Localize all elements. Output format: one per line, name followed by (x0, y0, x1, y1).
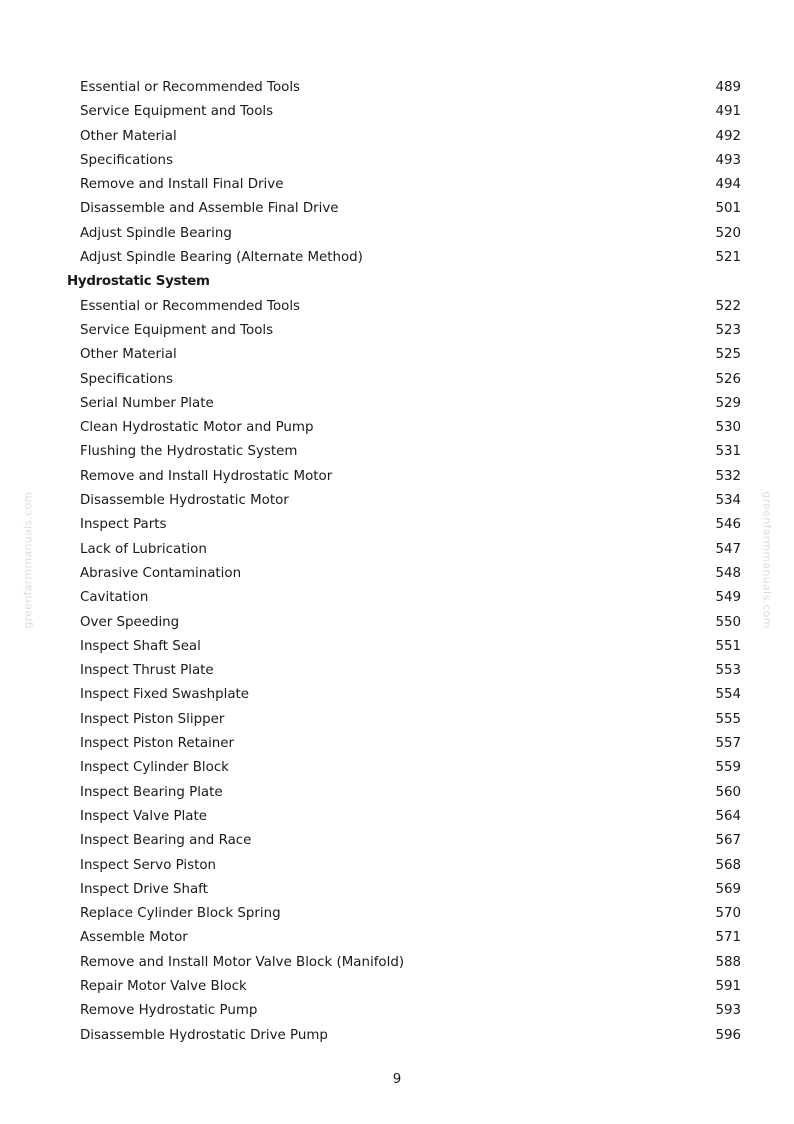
toc-entry[interactable] (0, 562, 794, 586)
page-number: 9 (392, 1072, 402, 1087)
toc-entry[interactable] (0, 683, 794, 707)
entry-title: Remove and Install Hydrostatic Motor (80, 468, 333, 484)
entry-title: Lack of Lubrication (80, 541, 207, 557)
entry-title: Remove and Install Motor Valve Block (Manifold) (80, 954, 405, 970)
entry-page-number: 548 (715, 565, 741, 581)
entry-page-number: 491 (715, 104, 741, 120)
entry-page-number: 521 (715, 250, 741, 266)
watermark-right: greenfarmmanuals.com (760, 491, 774, 629)
toc-entry[interactable] (0, 829, 794, 853)
entry-title: Over Speeding (80, 614, 180, 630)
entry-title: Inspect Thrust Plate (80, 663, 214, 679)
toc-entry[interactable] (0, 926, 794, 950)
entry-title: Inspect Bearing Plate (80, 784, 223, 800)
toc-entry[interactable] (0, 76, 794, 100)
entry-page-number: 492 (715, 128, 741, 144)
toc-entry[interactable] (0, 708, 794, 732)
entry-page-number: 551 (715, 638, 741, 654)
entry-title: Serial Number Plate (80, 395, 214, 411)
entry-title: Disassemble Hydrostatic Drive Pump (80, 1027, 328, 1043)
entry-page-number: 529 (715, 395, 741, 411)
entry-title: Essential or Recommended Tools (80, 298, 301, 314)
watermark-left: greenfarmmanuals.com (21, 491, 35, 629)
toc-entry[interactable] (0, 465, 794, 489)
toc-entry[interactable] (0, 732, 794, 756)
toc-entry[interactable] (0, 319, 794, 343)
entry-title: Essential or Recommended Tools (80, 80, 301, 95)
toc-entry[interactable] (0, 343, 794, 367)
entry-page-number: 520 (715, 225, 741, 241)
entry-title: Remove Hydrostatic Pump (80, 1003, 258, 1019)
entry-title: Abrasive Contamination (80, 565, 242, 581)
entry-page-number: 546 (715, 517, 741, 533)
entry-page-number: 571 (715, 930, 741, 946)
entry-page-number: 591 (715, 978, 741, 994)
toc-entry[interactable] (0, 635, 794, 659)
toc-entry[interactable] (0, 416, 794, 440)
toc-section-heading (0, 270, 794, 294)
entry-page-number: 555 (715, 711, 741, 727)
section-title: Hydrostatic System (67, 274, 210, 290)
entry-page-number: 531 (715, 444, 741, 460)
entry-title: Other Material (80, 128, 177, 144)
toc-entry[interactable] (0, 611, 794, 635)
entry-page-number: 494 (715, 177, 741, 193)
entry-title: Cavitation (80, 590, 149, 606)
entry-page-number: 593 (715, 1003, 741, 1019)
entry-title: Replace Cylinder Block Spring (80, 906, 281, 922)
toc-entry[interactable] (0, 125, 794, 149)
toc-entry[interactable] (0, 173, 794, 197)
entry-page-number: 588 (715, 954, 741, 970)
entry-page-number: 557 (715, 736, 741, 752)
entry-title: Inspect Piston Retainer (80, 736, 235, 752)
toc-entry[interactable] (0, 781, 794, 805)
entry-page-number: 549 (715, 590, 741, 606)
entry-page-number: 534 (715, 493, 741, 509)
entry-title: Other Material (80, 347, 177, 363)
toc-entry[interactable] (0, 392, 794, 416)
entry-title: Assemble Motor (80, 930, 188, 946)
entry-page-number: 553 (715, 663, 741, 679)
toc-entry[interactable] (0, 489, 794, 513)
entry-title: Specifications (80, 152, 173, 168)
toc-entry[interactable] (0, 222, 794, 246)
entry-page-number: 570 (715, 906, 741, 922)
entry-page-number: 532 (715, 468, 741, 484)
toc-entry[interactable] (0, 975, 794, 999)
entry-page-number: 522 (715, 298, 741, 314)
entry-title: Clean Hydrostatic Motor and Pump (80, 420, 314, 436)
entry-title: Inspect Piston Slipper (80, 711, 225, 727)
entry-title: Disassemble Hydrostatic Motor (80, 493, 289, 509)
entry-page-number: 525 (715, 347, 741, 363)
entry-title: Inspect Fixed Swashplate (80, 687, 250, 703)
entry-title: Flushing the Hydrostatic System (80, 444, 298, 460)
toc-entry[interactable] (0, 513, 794, 537)
entry-title: Inspect Parts (80, 517, 167, 533)
entry-page-number: 568 (715, 857, 741, 873)
entry-page-number: 501 (715, 201, 741, 217)
toc-entry[interactable] (0, 878, 794, 902)
entry-page-number: 569 (715, 881, 741, 897)
entry-title: Inspect Cylinder Block (80, 760, 229, 776)
toc-entry[interactable] (0, 197, 794, 221)
entry-title: Disassemble and Assemble Final Drive (80, 201, 339, 217)
entry-page-number: 526 (715, 371, 741, 387)
entry-page-number: 554 (715, 687, 741, 703)
toc-entry[interactable] (0, 951, 794, 975)
toc-entry[interactable] (0, 756, 794, 780)
entry-page-number: 550 (715, 614, 741, 630)
entry-page-number: 567 (715, 833, 741, 849)
toc-entry[interactable] (0, 1024, 794, 1048)
entry-page-number: 523 (715, 322, 741, 338)
entry-page-number: 596 (715, 1027, 741, 1043)
entry-page-number: 493 (715, 152, 741, 168)
entry-title: Service Equipment and Tools (80, 322, 274, 338)
toc-entry[interactable] (0, 368, 794, 392)
toc-entry[interactable] (0, 659, 794, 683)
entry-title: Specifications (80, 371, 173, 387)
toc-entry[interactable] (0, 149, 794, 173)
entry-title: Inspect Shaft Seal (80, 638, 201, 654)
entry-title: Inspect Bearing and Race (80, 833, 252, 849)
toc-entry[interactable] (0, 854, 794, 878)
entry-page-number: 560 (715, 784, 741, 800)
entry-page-number: 530 (715, 420, 741, 436)
entry-title: Inspect Drive Shaft (80, 881, 208, 897)
toc-entry[interactable] (0, 999, 794, 1023)
toc-entry[interactable] (0, 246, 794, 270)
entry-page-number: 489 (715, 80, 741, 95)
toc-entry[interactable] (0, 100, 794, 124)
entry-page-number: 547 (715, 541, 741, 557)
entry-title: Service Equipment and Tools (80, 104, 274, 120)
entry-title: Inspect Servo Piston (80, 857, 217, 873)
entry-page-number: 564 (715, 808, 741, 824)
entry-title: Inspect Valve Plate (80, 808, 207, 824)
toc-entry[interactable] (0, 440, 794, 464)
toc-entry[interactable] (0, 538, 794, 562)
entry-title: Adjust Spindle Bearing (Alternate Method) (80, 250, 363, 266)
entry-title: Repair Motor Valve Block (80, 978, 247, 994)
toc-entry[interactable] (0, 586, 794, 610)
toc-entry[interactable] (0, 902, 794, 926)
toc-entry[interactable] (0, 295, 794, 319)
entry-title: Remove and Install Final Drive (80, 177, 284, 193)
toc-entry[interactable] (0, 805, 794, 829)
table-of-contents (0, 76, 794, 1048)
entry-title: Adjust Spindle Bearing (80, 225, 232, 241)
entry-page-number: 559 (715, 760, 741, 776)
